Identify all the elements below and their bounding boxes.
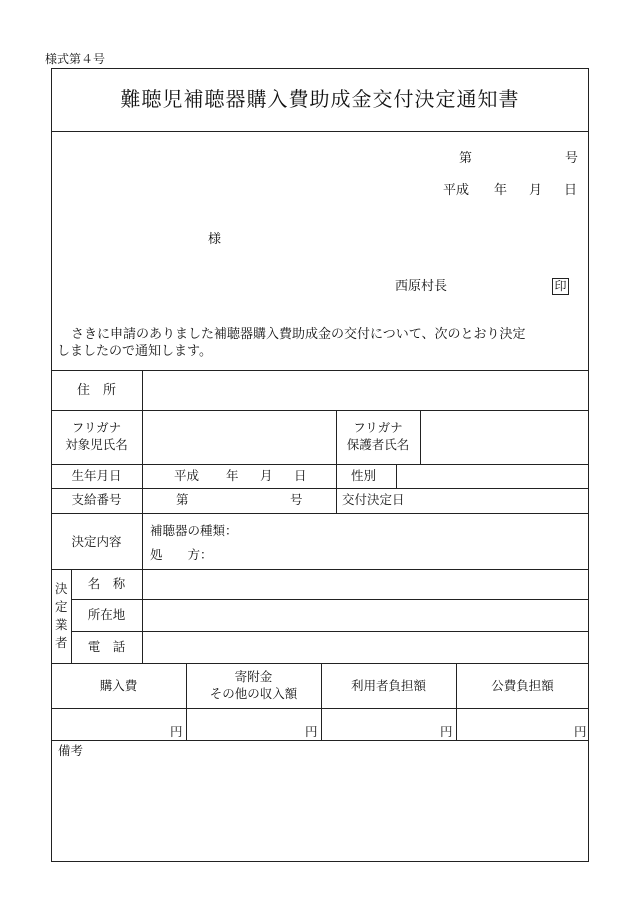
- cost-col-divider-3: [456, 663, 457, 740]
- divider-decision: [51, 569, 589, 570]
- purchase-yen-unit: 円: [170, 724, 183, 739]
- donation-label-line2: その他の収入額: [209, 686, 298, 701]
- divider-birthdate: [51, 488, 589, 489]
- public-burden-yen-unit: 円: [574, 724, 587, 739]
- birthdate-label: 生年月日: [71, 468, 122, 483]
- payment-number-suffix: 号: [290, 492, 303, 507]
- gender-value-divider: [396, 464, 397, 488]
- divider-vendor-name: [71, 599, 589, 600]
- form-number: 様式第４号: [45, 52, 106, 66]
- issue-date-era: 平成: [443, 183, 470, 198]
- doc-number-suffix: 号: [565, 151, 579, 166]
- divider-payment: [51, 513, 589, 514]
- public-burden-label: 公費負担額: [491, 678, 554, 693]
- seal-mark: 印: [552, 278, 569, 295]
- vendor-group-label-char-4: 者: [55, 635, 68, 650]
- vendor-group-label-char-3: 業: [55, 617, 68, 632]
- issue-date-day-unit: 日: [564, 183, 578, 198]
- form-frame: [51, 68, 589, 862]
- birthdate-month-unit: 月: [260, 468, 273, 483]
- cost-col-divider-2: [321, 663, 322, 740]
- payment-number-label: 支給番号: [71, 492, 122, 507]
- notice-text-line1: さきに申請のありました補聴器購入費助成金の交付について、次のとおり決定: [71, 327, 526, 342]
- guardian-value-divider: [420, 410, 421, 464]
- vendor-name-label: 名 称: [87, 576, 126, 591]
- vendor-group-label-char-1: 決: [55, 581, 68, 596]
- divider-header: [51, 370, 589, 371]
- label-column-divider: [142, 370, 143, 663]
- birthdate-era: 平成: [174, 468, 200, 483]
- birthdate-day-unit: 日: [294, 468, 307, 483]
- address-label: 住 所: [76, 383, 116, 398]
- addressee-suffix: 様: [208, 232, 222, 247]
- user-burden-yen-unit: 円: [440, 724, 453, 739]
- issuer-name: 西原村長: [395, 279, 448, 294]
- vendor-phone-label: 電 話: [87, 639, 126, 654]
- gender-label: 性別: [351, 468, 377, 483]
- divider-title: [51, 131, 589, 132]
- child-name-label: 対象児氏名: [65, 437, 128, 452]
- decision-content-label: 決定内容: [71, 534, 122, 549]
- child-furigana-label: フリガナ: [71, 420, 122, 435]
- guardian-name-label: 保護者氏名: [346, 437, 410, 452]
- vendor-location-label: 所在地: [87, 607, 126, 622]
- decision-date-label: 交付決定日: [342, 492, 405, 507]
- vendor-group-label-char-2: 定: [55, 599, 68, 614]
- donation-yen-unit: 円: [305, 724, 318, 739]
- purchase-cost-label: 購入費: [99, 678, 138, 693]
- guardian-furigana-label: フリガナ: [353, 420, 403, 435]
- prescription-label: 処 方：: [150, 547, 213, 562]
- divider-address: [51, 410, 589, 411]
- divider-vendor: [51, 663, 589, 664]
- payment-number-prefix: 第: [176, 492, 189, 507]
- doc-number-prefix: 第: [459, 151, 473, 166]
- user-burden-label: 利用者負担額: [350, 678, 426, 693]
- remarks-label: 備考: [58, 743, 84, 758]
- birthdate-year-unit: 年: [226, 468, 239, 483]
- document-title: 難聴児補聴器購入費助成金交付決定通知書: [120, 87, 520, 111]
- divider-names: [51, 464, 589, 465]
- donation-label-line1: 寄附金: [234, 669, 273, 684]
- divider-cost-values: [51, 740, 589, 741]
- notice-text-line2: しましたので通知します。: [57, 344, 212, 359]
- device-type-label: 補聴器の種類：: [150, 523, 238, 538]
- divider-vendor-location: [71, 631, 589, 632]
- issue-date-month-unit: 月: [529, 183, 543, 198]
- divider-cost-header: [51, 708, 589, 709]
- issue-date-year-unit: 年: [494, 183, 508, 198]
